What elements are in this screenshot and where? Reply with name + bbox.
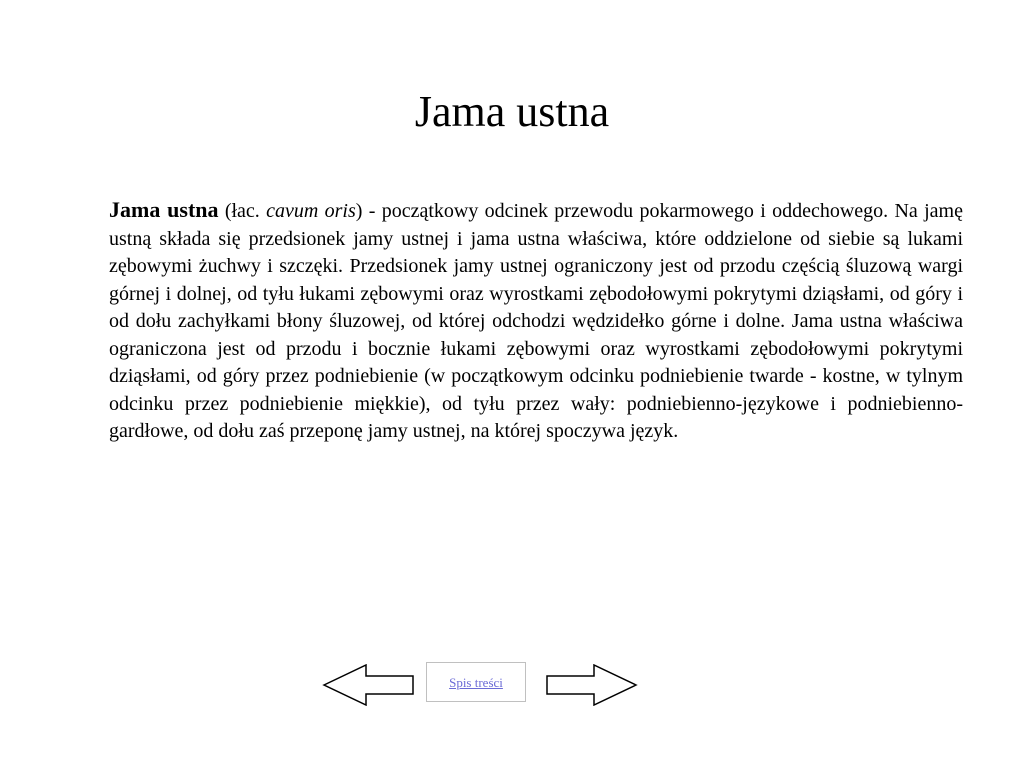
slide-title: Jama ustna xyxy=(414,87,610,136)
latin-close: ) xyxy=(355,200,363,222)
toc-link[interactable]: Spis treści xyxy=(449,675,503,690)
latin-open: (łac. xyxy=(218,200,267,222)
body-paragraph xyxy=(109,196,963,446)
latin-term: cavum oris xyxy=(266,200,356,222)
right-arrow-icon[interactable] xyxy=(545,664,639,706)
term-heading: Jama ustna xyxy=(109,197,219,222)
body-text: - początkowy odcinek przewodu pokarmowego i oddechowego. Na jamę ustną składa się przedsionek jamy ustnej i jama ustna właściwa, które oddzielone od siebie są lukami zębowymi żuchwy i szczęki. Przedsionek jamy ustnej ograniczony jest od przodu częścią śluzową wargi górnej i dolnej, od tyłu łukami zębowymi oraz wyrostkami zębodołowymi pokrytymi dziąsłami, od góry i od dołu zachyłkami błony śluzowej, od której odchodzi wędzidełko górne i dolne. Jama ustna właściwa ograniczona jest od przodu i bocznie łukami zębowymi oraz wyrostkami zębodołowymi pokrytymi dziąsłami, od góry przez podniebienie (w początkowym odcinku podniebienie twarde - kostne, w tylnym odcinku przez podniebienie miękkie), od tyłu przez wały: podniebienno-językowe i podniebienno-gardłowe, od dołu zaś przeponę jamy ustnej, na której spoczywa język. xyxy=(109,200,963,442)
navigation-bar xyxy=(0,660,1024,710)
left-arrow-icon[interactable] xyxy=(322,664,416,706)
toc-box xyxy=(426,662,526,702)
